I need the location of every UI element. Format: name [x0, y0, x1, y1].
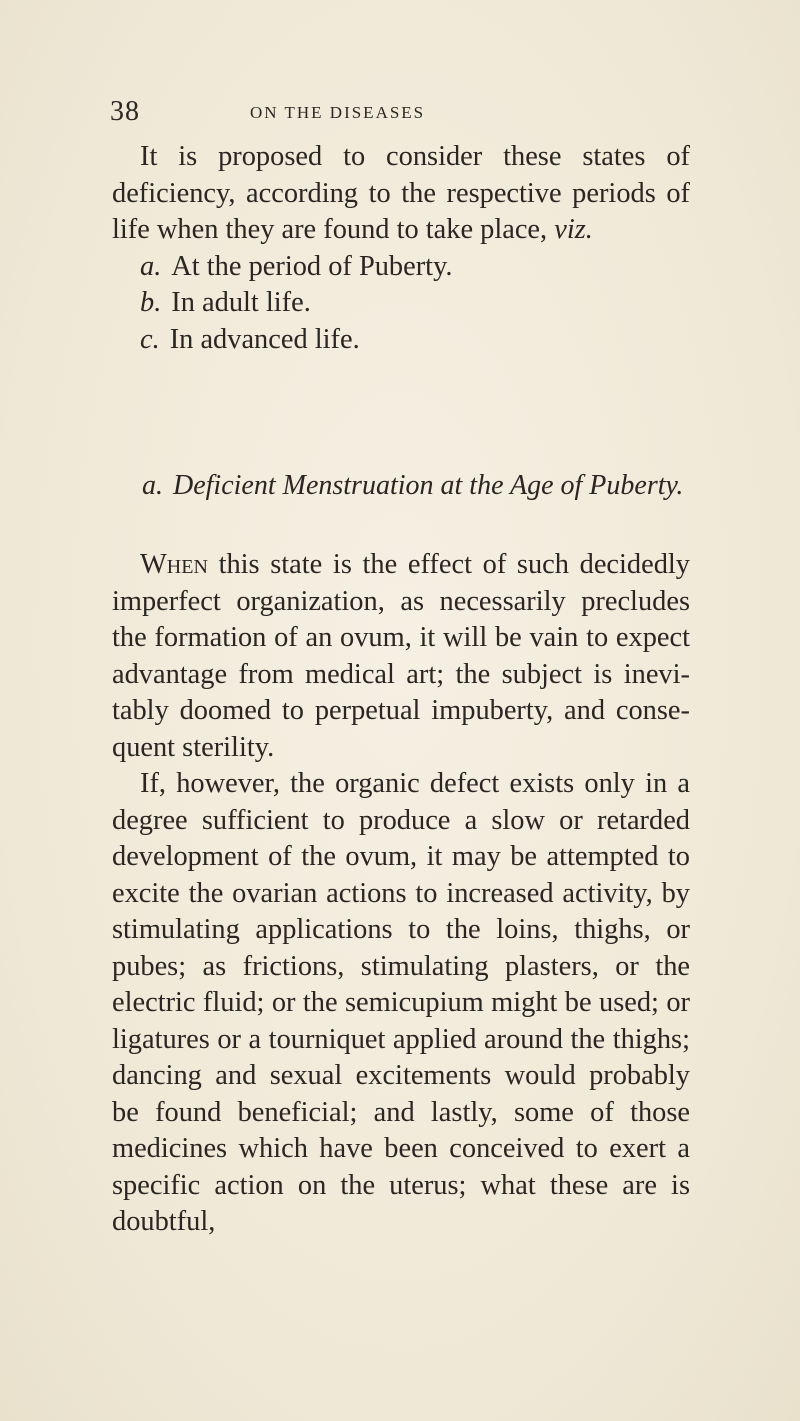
- list-mark: c.: [140, 323, 160, 355]
- page-header: [110, 96, 710, 136]
- intro-viz: viz.: [554, 214, 593, 245]
- intro-text: [112, 139, 690, 249]
- list-mark: b.: [140, 287, 162, 318]
- section-heading: [142, 470, 702, 502]
- body-paragraph-2: If, however, the organic defect exists only in a degree sufficient to produce a slow or retarded development of the ovum, it may be attempted to excite the ovarian actions to increased activity, by stimulating applications to the loins, thighs, or pubes; as frictions, stimulating plasters, or the electric fluid; or the semicupium might be used; or ligatures or a tourniquet applied around the thighs; dancing and sexual excitements would probably be found beneficial; and lastly, some of those medicines which have been conceived to exert a specific action on the uterus; what these are is doubtful,: [112, 768, 690, 1237]
- list-item: [112, 285, 690, 322]
- list-item: [112, 322, 690, 359]
- list-text: In advanced life.: [169, 323, 360, 355]
- intro-paragraph: [112, 139, 690, 358]
- intro-text-main: It is proposed to consider these states of deficiency, according to the respective periods of life when they are found to take place,: [112, 141, 690, 245]
- list-item: [112, 249, 690, 286]
- body-text: [112, 547, 690, 1241]
- section-title: Deficient Menstruation at the Age of Puberty.: [173, 470, 684, 501]
- list-text: At the period of Puberty.: [171, 250, 453, 282]
- section-mark: a.: [142, 470, 163, 501]
- running-head: ON THE DISEASES: [250, 103, 426, 122]
- body-first-word: When: [140, 549, 208, 580]
- body-paragraph-1-text: this state is the effect of such decidedly imperfect organization, as necessarily precludes the formation of an ovum, it will be vain to expect advantage from medical art; the subject is inevitably doomed to perpetual impuberty, and consequent sterility.: [112, 549, 690, 763]
- list-mark: a.: [140, 250, 162, 282]
- page-number: 38: [110, 96, 140, 127]
- body-paragraph-1: [112, 547, 690, 766]
- list-text: In adult life.: [171, 287, 311, 318]
- period-list: [112, 249, 690, 359]
